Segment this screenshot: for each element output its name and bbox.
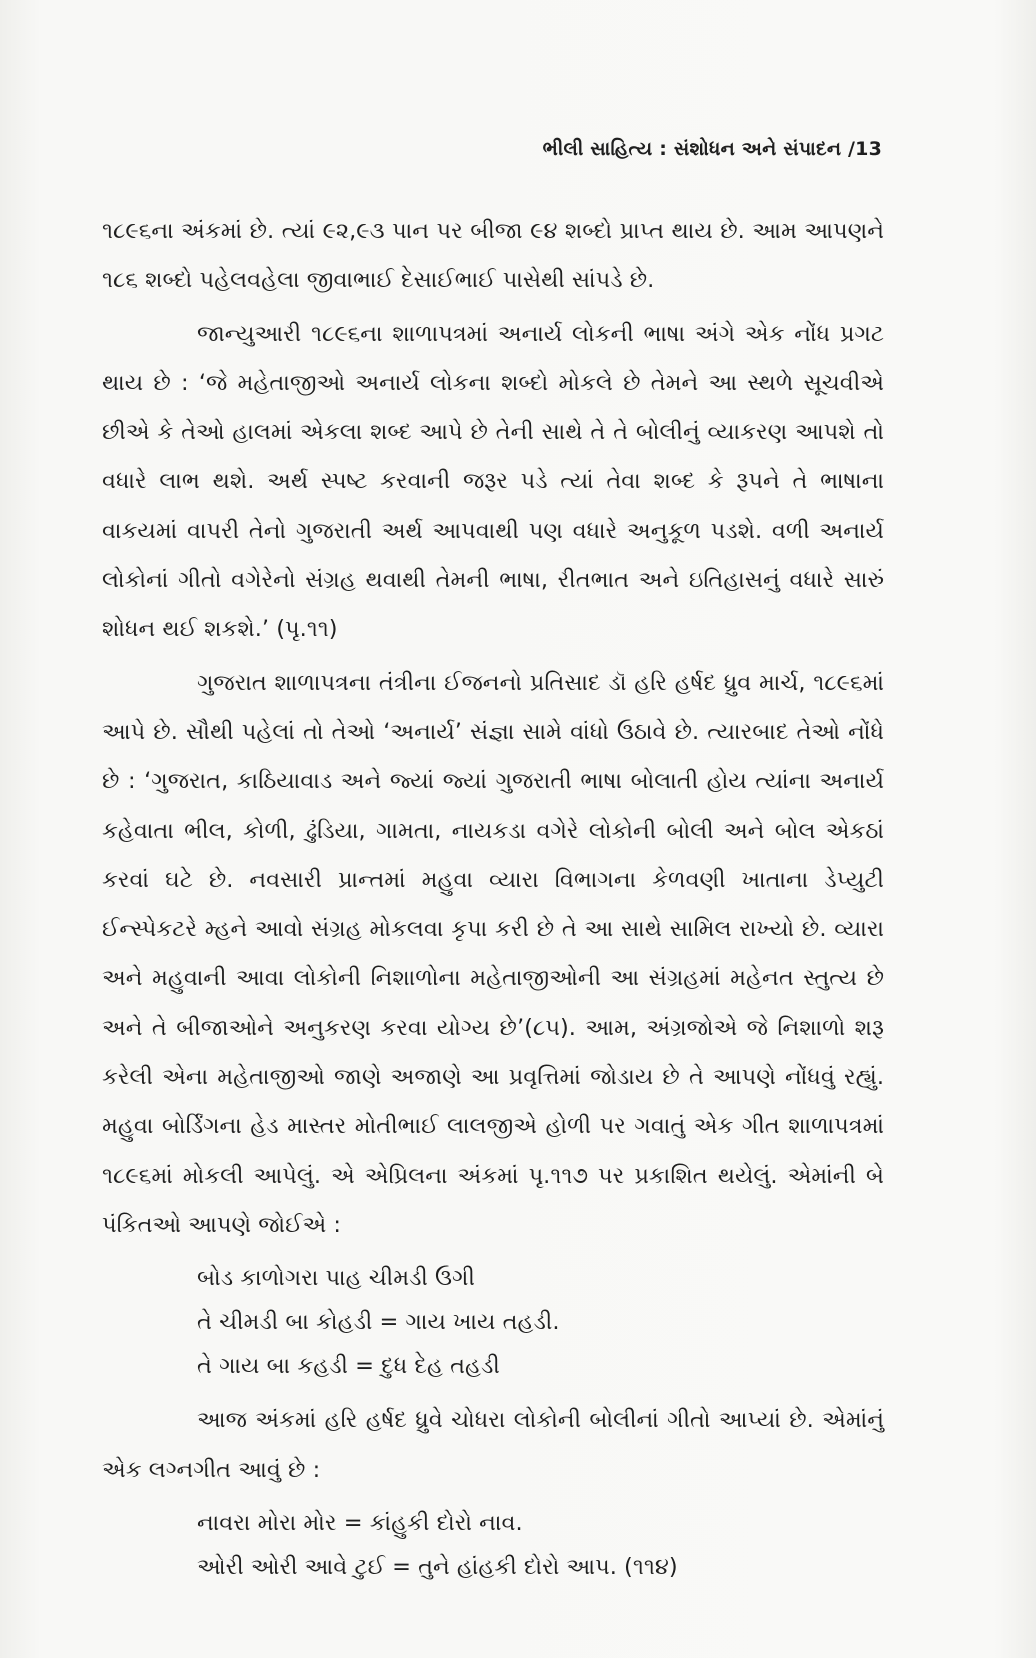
paragraph-4: આજ અંકમાં હરિ હર્ષદ ધ્રુવે ચોધરા લોકોની બોલીનાં ગીતો આપ્યાં છે. એમાંનું એક લગ્નગીત આવું છે : <box>102 1407 884 1483</box>
verse-line: તે ગાય બા કહડી = દુધ દેહ તહડી <box>197 1353 500 1380</box>
paragraph-1: ૧૮૯૬ના અંકમાં છે. ત્યાં ૯૨,૯૩ પાન પર બીજા ૯૪ શબ્દો પ્રાપ્ત થાય છે. આમ આપણને ૧૮૬ શબ્દો પહેલવહેલા જીવાભાઈ દેસાઈભાઈ પાસેથી સાંપડે છે. <box>102 218 884 294</box>
paragraph-3: ગુજરાત શાળાપત્રના તંત્રીના ઈજનનો પ્રતિસાદ ડૉ હરિ હર્ષદ ધ્રુવ માર્ચ, ૧૮૯૬માં આપે છે. સૌથી પહેલાં તો તેઓ ‘અનાર્ય’ સંજ્ઞા સામે વાંધો ઉઠાવે છે. ત્યારબાદ તેઓ નોંધે છે : ‘ગુજરાત, કાઠિયાવાડ અને જ્યાં જ્યાં ગુજરાતી ભાષા બોલાતી હોય ત્યાંના અનાર્ય કહેવાતા ભીલ, કોળી, ઢુંડિયા, ગામતા, નાયકડા વગેરે લોકોની બોલી અને બોલ એકઠાં કરવાં ઘટે છે. નવસારી પ્રાન્તમાં મહુવા વ્યારા વિભાગના કેળવણી ખાતાના ડેપ્યુટી ઈન્સ્પેકટરે મ્હને આવો સંગ્રહ મોકલવા કૃપા કરી છે તે આ સાથે સામિલ રાખ્યો છે. વ્યારા અને મહુવાની આવા લોકોની નિશાળોના મહેતાજીઓની આ સંગ્રહમાં મહેનત સ્તુત્ય છે અને તે બીજાઓને અનુકરણ કરવા યોગ્ય છે’(૮૫). આમ, અંગ્રજોએ જે નિશાળો શરૂ કરેલી એના મહેતાજીઓ જાણે અજાણે આ પ્રવૃત્તિમાં જોડાય છે તે આપણે નોંધવું રહ્યું. મહુવા બોર્ડિંગના હેડ માસ્તર મોતીભાઈ લાલજીએ હોળી પર ગવાતું એક ગીત શાળાપત્રમાં ૧૮૯૬માં મોકલી આપેલું. એ એપ્રિલના અંકમાં પૃ.૧૧૭ પર પ્રકાશિત થયેલું. એમાંની બે પંકિતઓ આપણે જોઈએ : <box>102 669 884 1238</box>
verse-line: તે ચીમડી બા કોહડી = ગાય ખાય તહડી. <box>197 1309 560 1336</box>
verse-line: બોડ કાળોગરા પાહ ચીમડી ઉગી <box>197 1265 475 1292</box>
verse-holi-song <box>197 1256 884 1388</box>
verse-line: નાવરા મોરા મોર = કાંહુકી દોરો નાવ. <box>197 1509 523 1536</box>
verse-line: ઓરી ઓરી આવે ટુઈ = તુને હાંહકી દોરો આપ. (૧૧૪) <box>197 1553 678 1580</box>
running-head: ભીલી સાહિત્ય : સંશોધન અને સંપાદન /13 <box>542 138 882 160</box>
body-text <box>102 207 884 1589</box>
paragraph-2: જાન્યુઆરી ૧૮૯૬ના શાળાપત્રમાં અનાર્ય લોકની ભાષા અંગે એક નોંધ પ્રગટ થાય છે : ‘જે મહેતાજીઓ અનાર્ય લોકના શબ્દો મોકલે છે તેમને આ સ્થળે સૂચવીએ છીએ કે તેઓ હાલમાં એકલા શબ્દ આપે છે તેની સાથે તે તે બોલીનું વ્યાકરણ આપશે તો વધારે લાભ થશે. અર્થ સ્પષ્ટ કરવાની જરૂર પડે ત્યાં તેવા શબ્દ કે રૂપને તે ભાષાના વાકયમાં વાપરી તેનો ગુજરાતી અર્થ આપવાથી પણ વધારે અનુકૂળ પડશે. વળી અનાર્ય લોકોનાં ગીતો વગેરેનો સંગ્રહ થવાથી તેમની ભાષા, રીતભાત અને ઇતિહાસનું વધારે સારું શોધન થઈ શકશે.’ (પૃ.૧૧) <box>102 320 884 643</box>
verse-wedding-song <box>197 1501 884 1589</box>
